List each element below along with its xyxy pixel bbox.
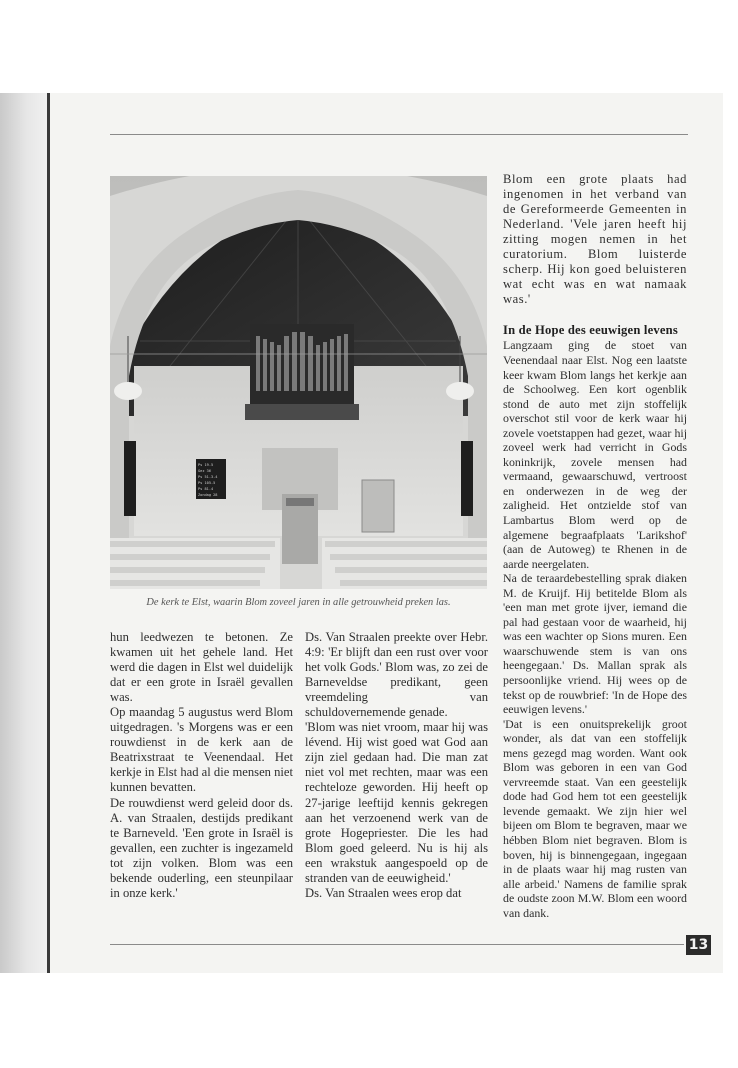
svg-text:Ps 81-4: Ps 81-4 bbox=[198, 487, 214, 491]
photo-caption: De kerk te Elst, waarin Blom zoveel jaren in alle getrouwheid preken las. bbox=[146, 597, 451, 608]
svg-text:Gez 36: Gez 36 bbox=[198, 469, 211, 473]
paragraph: Ds. Van Straalen wees erop dat bbox=[305, 885, 462, 900]
paragraph: 'Blom was niet vroom, maar hij was lévend. Hij wist goed wat God aan zijn ziel gedaan had. Die man zat niet vol met rechten, maar was een rechteloze geworden. Hij heeft op 27-jarige leeftijd kennis gekregen aan het verzoenend werk van de grote Hogepriester. Die les had Blom goed geleerd. Nu is hij als een wrakstuk aangespoeld op de stranden van de eeuwigheid.' bbox=[305, 720, 488, 885]
window-left bbox=[124, 441, 136, 516]
paragraph: 'Dat is een onuitsprekelijk groot wonder, als dat van een stoffelijk mens gezegd mag worden. Want ook Blom was geboren in een van God vervreemde staat. Van een geestelijk dode had God hem tot een geestelijk levende gemaakt. We zijn hier wel bijeen om Blom te begraven, maar we hébben Blom niet begraven. Blom is boven, hij is binnengegaan, ingegaan in de plaats waar hij mag rusten van alle arbeid.' Namens de familie sprak de oudste zoon M.W. Blom een woord van dank. bbox=[503, 716, 687, 920]
paragraph: Ds. Van Straalen preekte over Hebr. 4:9: 'Er blijft dan een rust over voor het volk Gods.' Blom was, zo zei de Barneveldse predikant, geen vreemdeling van schuldovernemende genade. bbox=[305, 630, 488, 720]
paragraph: Op maandag 5 augustus werd Blom uitgedragen. 's Morgens was er een rouwdienst in de kerk aan de Beatrixstraat te Veenendaal. Het kerkje in Elst had al die mensen niet kunnen bevatten. bbox=[110, 705, 293, 795]
paragraph: Langzaam ging de stoet van Veenendaal naar Elst. Nog een laatste keer kwam Blom langs het kerkje aan de Schoolweg. Een kort ogenblik stond de auto met zijn stoffelijk overschot stil voor de kerk waar hij zovele voetstappen had gezet, waar hij zoveel werk had verricht in Gods koninkrijk, zovele mensen had vermaand, gewaarschuwd, vertroost en onderwezen in de weg der zaligheid. Het ontzielde stof van Lambartus Blom werd op de algemene begraafplaats 'Larikshof' (aan de Autoweg) te Rhenen in de aarde neergelaten. bbox=[503, 338, 687, 571]
paragraph: De rouwdienst werd geleid door ds. A. van Straalen, destijds predikant te Barneveld. 'Een grote in Israël is gevallen, een zuchter is ingezameld tot zijn volken. Blom was een bekende ouderling, een steunpilaar in onze kerk.' bbox=[110, 795, 293, 900]
paragraph: Na de teraardebestelling sprak diaken M. de Kruijf. Hij betitelde Blom als 'een man met grote ijver, iemand die pal had gestaan voor de waarheid, hij was een wachter op Sions muren. Een waarschuwende stem is van ons heengegaan.' Ds. Mallan sprak als persoonlijke vriend. Hij wees op de tekst op de rouwbrief: 'In de Hope des eeuwigen levens.' bbox=[503, 571, 687, 717]
page-number: 13 bbox=[686, 935, 711, 955]
organ-gallery bbox=[245, 404, 359, 420]
column-middle bbox=[305, 630, 488, 901]
column-right bbox=[503, 172, 687, 920]
svg-text:Ps 51-3-4: Ps 51-3-4 bbox=[198, 475, 218, 479]
column-left bbox=[110, 630, 293, 901]
window-right bbox=[461, 441, 473, 516]
bottom-rule bbox=[110, 944, 684, 945]
side-door bbox=[362, 480, 394, 532]
svg-text:Ps 19-5: Ps 19-5 bbox=[198, 463, 214, 467]
top-rule bbox=[110, 134, 688, 135]
paragraph: hun leedwezen te betonen. Ze kwamen uit het gehele land. Het werd die dagen in Elst wel duidelijk dat er een grote in Israël gevallen was. bbox=[110, 630, 293, 705]
paragraph: Blom een grote plaats had ingenomen in het verband van de Gereformeerde Gemeenten in Nederland. 'Vele jaren heeft hij zitting mogen nemen in het curatorium. Blom luisterde scherp. Hij kon goed beluisteren wat echt was en wat namaak was.' bbox=[503, 172, 687, 307]
scan-margin-shadow bbox=[0, 93, 48, 973]
pulpit-book bbox=[286, 498, 314, 506]
svg-text:Zondag 28: Zondag 28 bbox=[198, 493, 218, 497]
svg-text:Ps 105-5: Ps 105-5 bbox=[198, 481, 216, 485]
section-heading: In de Hope des eeuwigen levens bbox=[503, 323, 678, 338]
page-fold-edge bbox=[47, 93, 50, 973]
church-interior-photo bbox=[110, 176, 487, 589]
